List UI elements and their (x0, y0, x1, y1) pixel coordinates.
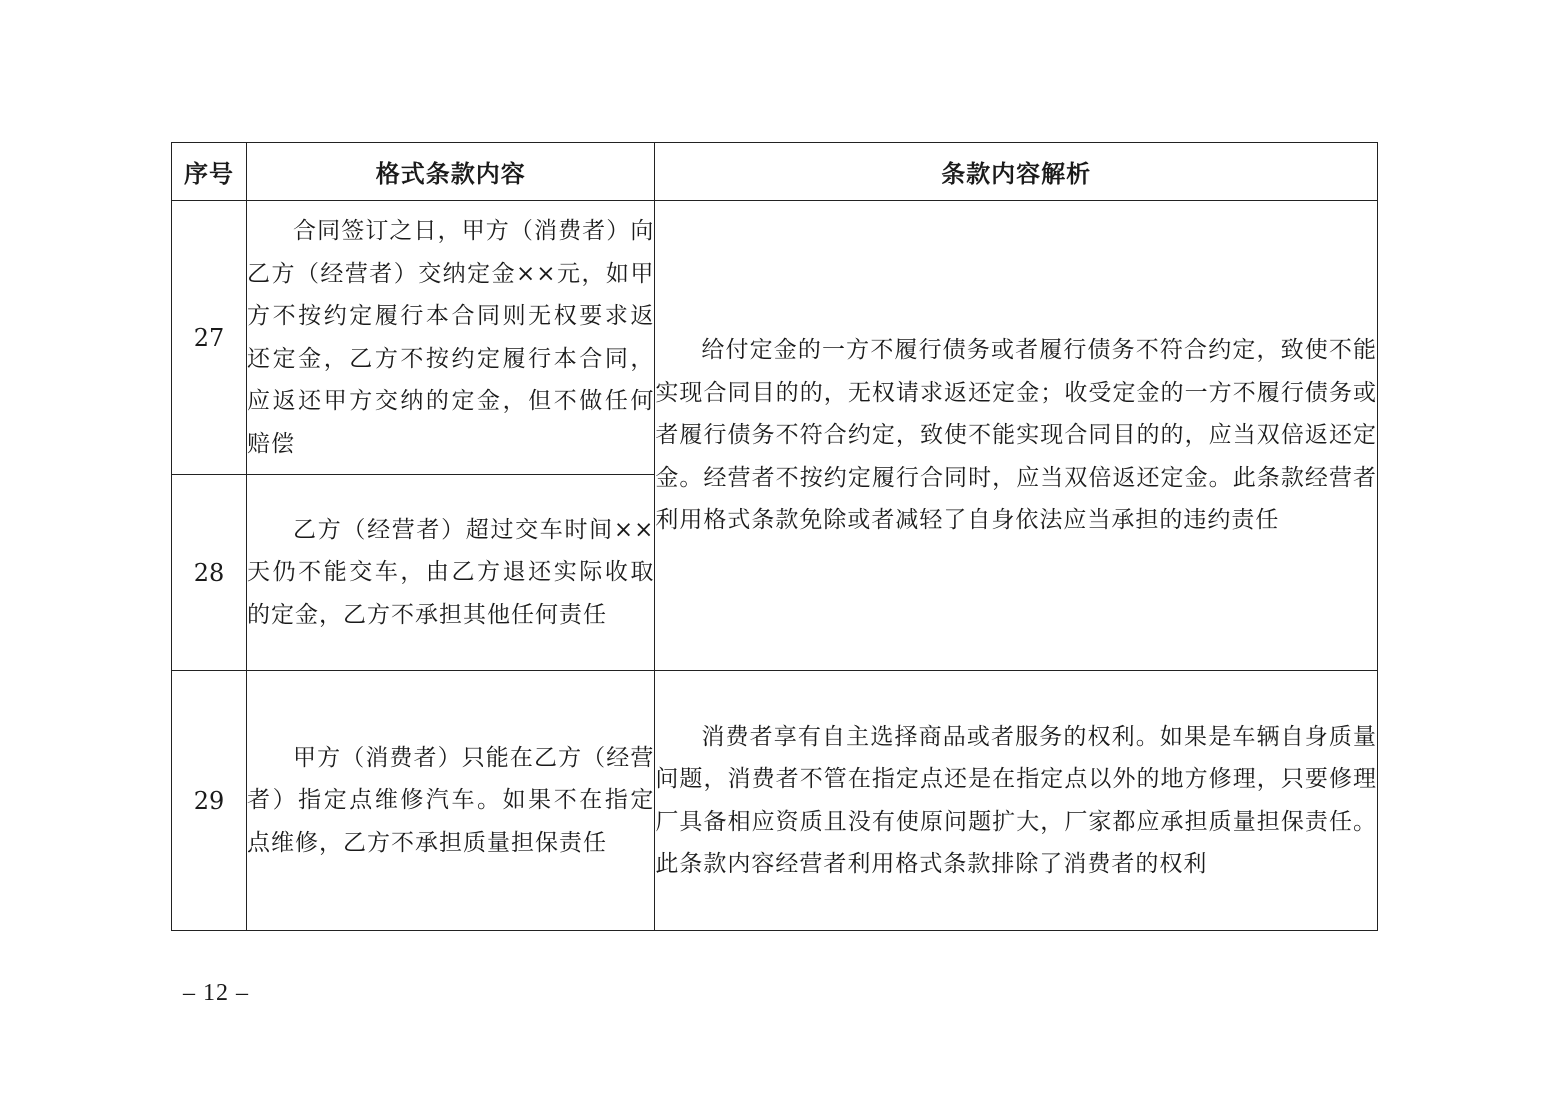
clause-table (171, 142, 1378, 931)
table-row (172, 671, 1378, 931)
row-number: 27 (172, 201, 247, 475)
table-row (172, 201, 1378, 475)
table-header-row (172, 143, 1378, 201)
header-clause-content: 格式条款内容 (247, 143, 655, 201)
row-number: 29 (172, 671, 247, 931)
page-number: – 12 – (183, 980, 249, 1006)
header-serial-number: 序号 (172, 143, 247, 201)
clause-text: 合同签订之日，甲方（消费者）向乙方（经营者）交纳定金××元，如甲方不按约定履行本合同则无权要求返还定金，乙方不按约定履行本合同，应返还甲方交纳的定金，但不做任何赔偿 (247, 201, 655, 475)
clause-text: 甲方（消费者）只能在乙方（经营者）指定点维修汽车。如果不在指定点维修，乙方不承担质量担保责任 (247, 671, 655, 931)
analysis-text: 给付定金的一方不履行债务或者履行债务不符合约定，致使不能实现合同目的的，无权请求返还定金；收受定金的一方不履行债务或者履行债务不符合约定，致使不能实现合同目的的，应当双倍返还定金。经营者不按约定履行合同时，应当双倍返还定金。此条款经营者利用格式条款免除或者减轻了自身依法应当承担的违约责任 (655, 201, 1378, 671)
analysis-text: 消费者享有自主选择商品或者服务的权利。如果是车辆自身质量问题，消费者不管在指定点还是在指定点以外的地方修理，只要修理厂具备相应资质且没有使原问题扩大，厂家都应承担质量担保责任。此条款内容经营者利用格式条款排除了消费者的权利 (655, 671, 1378, 931)
header-clause-analysis: 条款内容解析 (655, 143, 1378, 201)
clause-text: 乙方（经营者）超过交车时间××天仍不能交车，由乙方退还实际收取的定金，乙方不承担其他任何责任 (247, 475, 655, 671)
row-number: 28 (172, 475, 247, 671)
